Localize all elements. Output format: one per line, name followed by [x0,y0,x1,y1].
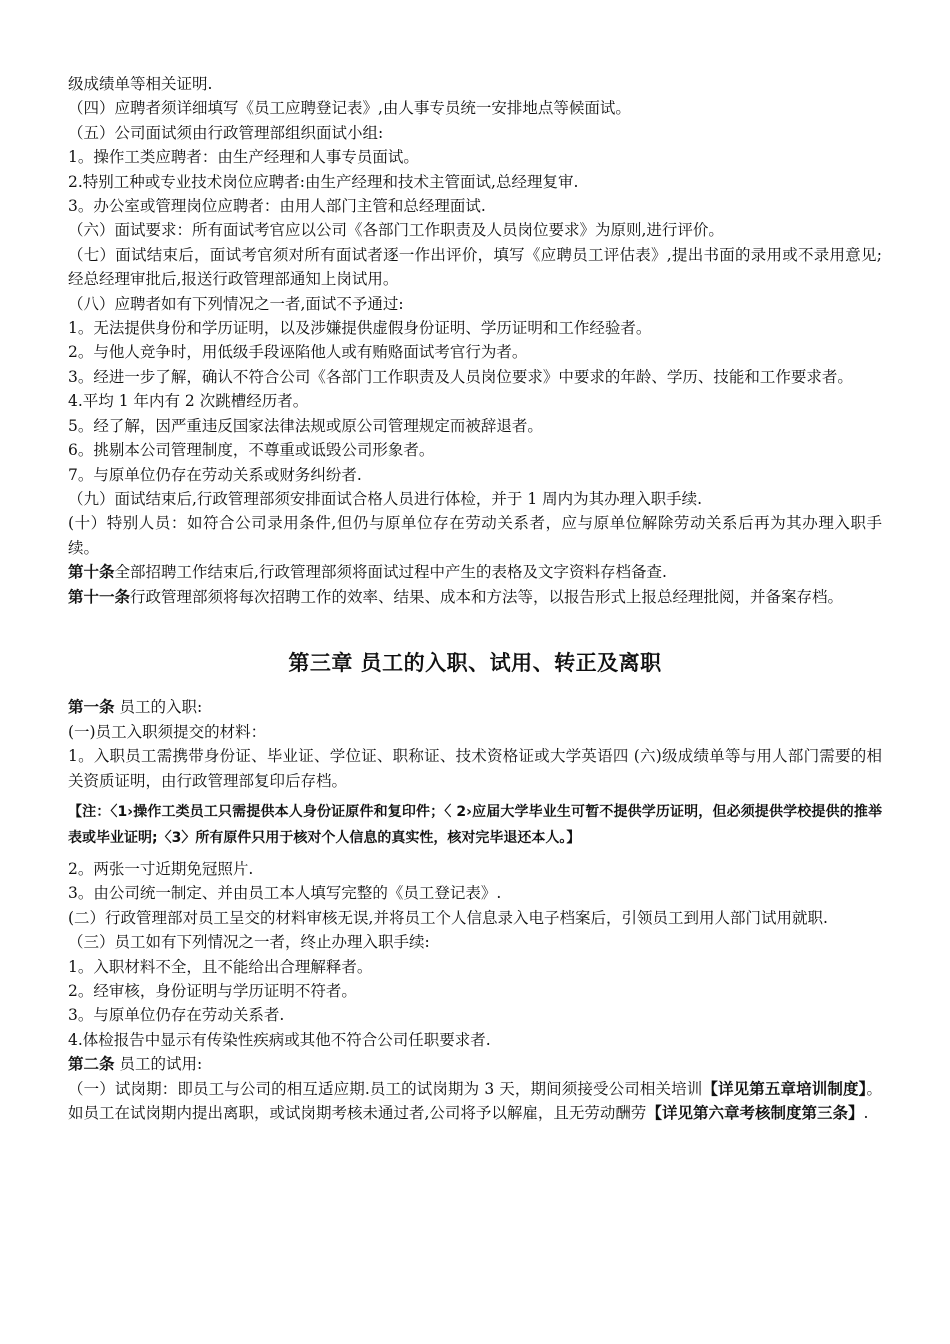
paragraph: （三）员工如有下列情况之一者，终止办理入职手续: [68,933,430,952]
paragraph: (十）特别人员：如符合公司录用条件,但仍与原单位存在劳动关系者，应与原单位解除劳动关系后再为其办理入职手续。 [68,514,882,557]
paragraph: 7。与原单位仍存在劳动关系或财务纠纷者. [68,465,362,484]
paragraph: 2.特别工种或专业技术岗位应聘者:由生产经理和技术主管面试,总经理复审. [68,172,579,191]
paragraph: 级成绩单等相关证明. [68,75,213,93]
paragraph: 2。与他人竞争时，用低级手段诬陷他人或有贿赂面试考官行为者。 [68,343,528,362]
text-run: . [863,1104,869,1123]
paragraph: （八）应聘者如有下列情况之一者,面试不予通过: [68,294,404,313]
paragraph: （七）面试结束后，面试考官须对所有面试者逐一作出评价，填写《应聘员工评估表》,提出书面的录用或不录用意见;经总经理审批后,报送行政管理部通知上岗试用。 [68,245,882,289]
paragraph: 2。经审核，身份证明与学历证明不符者。 [68,982,357,1000]
article-text: 员工的入职: [114,698,203,717]
text-run: （一）试岗期：即员工与公司的相互适应期.员工的试岗期为 3 天，期间须接受公司相关培训 [68,1079,703,1098]
article-11 [68,585,882,609]
paragraph: (一)员工入职须提交的材料： [68,722,267,741]
paragraph: 6。挑剔本公司管理制度，不尊重或诋毁公司形象者。 [68,441,435,460]
paragraph: （九）面试结束后,行政管理部须安排面试合格人员进行体检，并于 1 周内为其办理入职手续. [68,489,703,508]
reference-bold: 【详见第五章培训制度】 [702,1079,867,1098]
article-text: 行政管理部须将每次招聘工作的效率、结果、成本和方法等，以报告形式上报总经理批阅，并备案存档。 [130,587,844,606]
document-page [68,72,882,1125]
paragraph: 1。入职员工需携带身份证、毕业证、学位证、职称证、技术资格证或大学英语四 (六)级成绩单等与用人部门需要的相关资质证明，由行政管理部复印后存档。 [68,747,882,790]
article-text: 全部招聘工作结束后,行政管理部须将面试过程中产生的表格及文字资料存档备查. [114,563,667,582]
paragraph: （六）面试要求：所有面试考官应以公司《各部门工作职责及人员岗位要求》为原则,进行评价。 [68,221,724,240]
chapter-title: 第三章 员工的入职、试用、转正及离职 [288,650,662,675]
paragraph: 3。经进一步了解，确认不符合公司《各部门工作职责及人员岗位要求》中要求的年龄、学历、技能和工作要求者。 [68,367,853,386]
paragraph: 5。经了解，因严重违反国家法律法规或原公司管理规定而被辞退者。 [68,416,543,435]
article-label: 第一条 [68,698,115,717]
text-run: 。如员工在试岗期内提出离职，或试岗期考核未通过者,公司将予以解雇，且无劳动酬劳 [68,1079,882,1123]
paragraph: 2。两张一寸近期免冠照片. [68,859,254,878]
article-label: 第十条 [68,563,115,582]
paragraph: 1。操作工类应聘者：由生产经理和人事专员面试。 [68,148,419,167]
article-10 [68,560,882,584]
article-entry [68,695,882,719]
paragraph: 4.体检报告中显示有传染性疾病或其他不符合公司任职要求者. [68,1030,491,1049]
paragraph: 4.平均 1 年内有 2 次跳槽经历者。 [68,392,309,411]
paragraph: 1。无法提供身份和学历证明，以及涉嫌提供虚假身份证明、学历证明和工作经验者。 [68,319,652,338]
paragraph: (二）行政管理部对员工呈交的材料审核无误,并将员工个人信息录入电子档案后，引领员工到用人部门试用就职. [68,908,828,927]
paragraph: （四）应聘者须详细填写《员工应聘登记表》,由人事专员统一安排地点等候面试。 [68,99,631,118]
paragraph: 3。办公室或管理岗位应聘者：由用人部门主管和总经理面试. [68,197,486,216]
paragraph: 3。由公司统一制定、并由员工本人填写完整的《员工登记表》. [68,884,502,903]
article-trial [68,1052,882,1076]
paragraph: （五）公司面试须由行政管理部组织面试小组: [68,123,384,142]
note-block: 【注：〈1›操作工类员工只需提供本人身份证原件和复印件；〈 2›应届大学毕业生可暂不提供学历证明，但必须提供学校提供的推举表或毕业证明;〈3〉所有原件只用于核对个人信息的真实性，核对完毕退还本人。】 [68,803,882,846]
article-label: 第二条 [68,1055,115,1074]
paragraph: 1。入职材料不全，且不能给出合理解释者。 [68,957,373,976]
reference-bold: 【详见第六章考核制度第三条】 [646,1104,864,1123]
paragraph: 3。与原单位仍存在劳动关系者. [68,1006,285,1025]
article-label: 第十一条 [68,587,131,606]
article-text: 员工的试用: [114,1055,203,1074]
trial-paragraph [68,1077,882,1126]
